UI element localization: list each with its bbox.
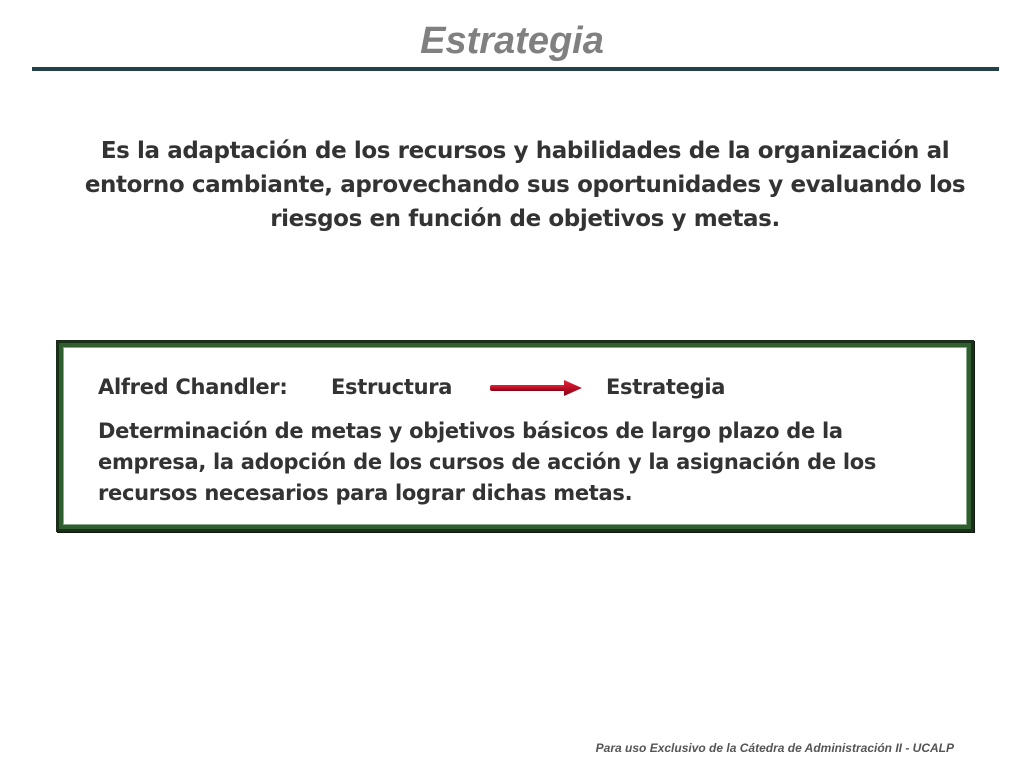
chandler-from-label: Estructura [331, 375, 453, 399]
chandler-box [56, 340, 974, 532]
chandler-description: Determinación de metas y objetivos básicos de largo plazo de la empresa, la adopción de los cursos de acción y la asignación de los recursos necesarios para lograr dichas metas. [98, 419, 877, 505]
chandler-to-label: Estrategia [606, 375, 726, 399]
title-divider [32, 67, 999, 71]
chandler-author: Alfred Chandler: [98, 375, 288, 399]
right-arrow-icon [488, 378, 584, 398]
strategy-definition: Es la adaptación de los recursos y habilidades de la organización al entorno cambiante, aprovechando sus oportunidades y evaluando los riesgos en función de objetivos y metas. [84, 138, 966, 232]
slide-title: Estrategia [420, 20, 604, 62]
chandler-box-content [63, 347, 967, 525]
footer-note: Para uso Exclusivo de la Cátedra de Administración II - UCALP [595, 741, 954, 755]
